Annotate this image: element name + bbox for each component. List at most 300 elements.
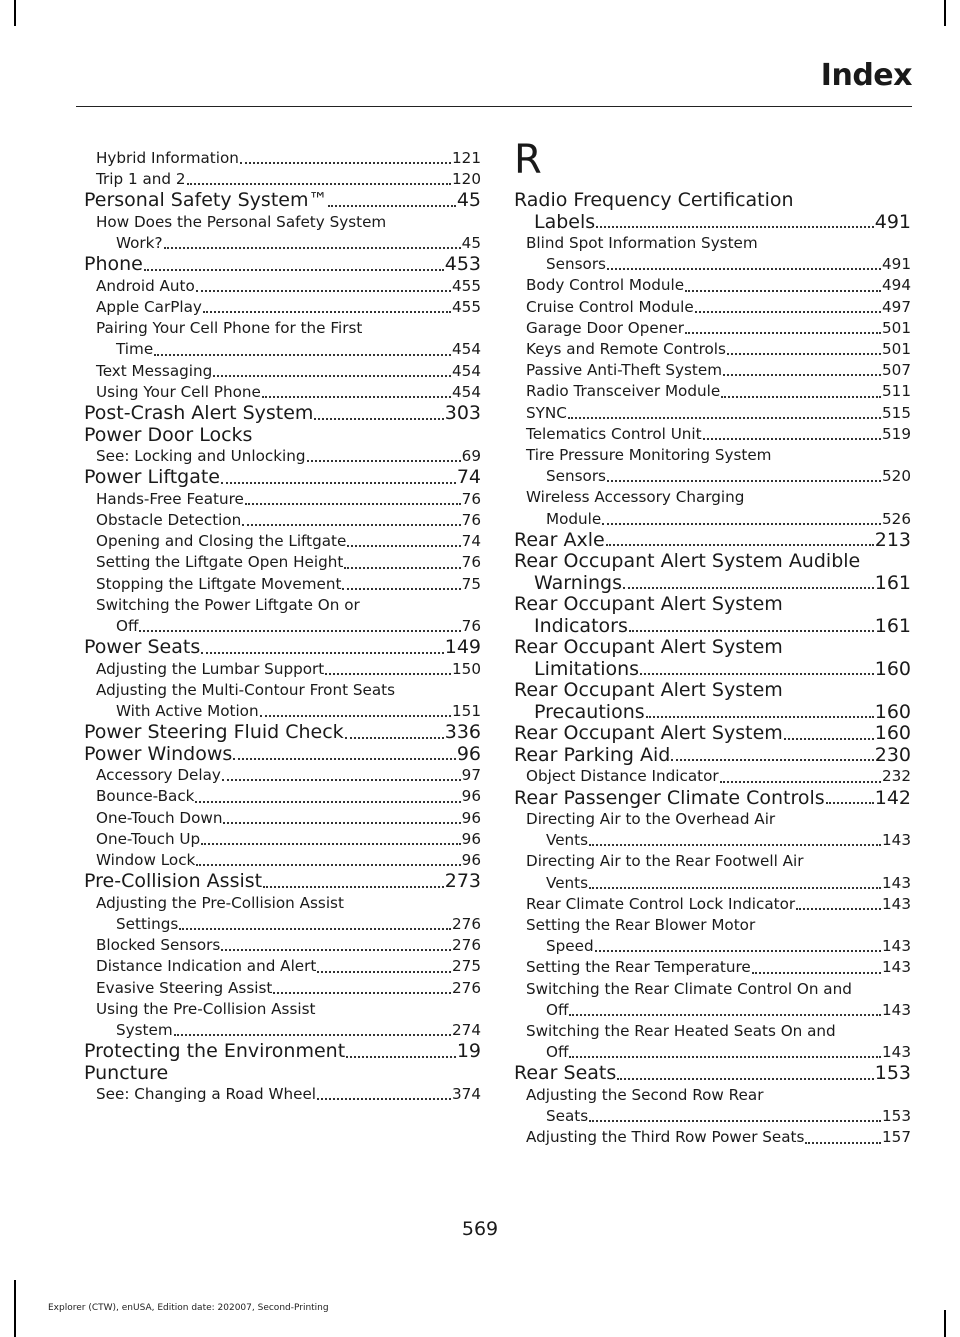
index-subentry[interactable]: [84, 446, 481, 467]
index-subentry[interactable]: [84, 659, 481, 680]
index-subentry[interactable]: [514, 424, 911, 445]
leader-dots: [242, 524, 460, 526]
index-subentry[interactable]: [84, 935, 481, 956]
index-entry: [84, 425, 481, 447]
index-subentry[interactable]: [514, 851, 911, 893]
leader-dots: [721, 396, 881, 398]
leader-dots: [606, 544, 874, 546]
index-entry[interactable]: [84, 744, 481, 766]
entry-text: Setting the Rear Temperature: [526, 958, 751, 977]
page-reference[interactable]: 150: [452, 659, 481, 678]
page-reference[interactable]: 143: [882, 873, 911, 892]
page-reference[interactable]: 120: [452, 170, 481, 189]
page-reference[interactable]: 494: [882, 276, 911, 295]
index-subentry[interactable]: [84, 850, 481, 871]
entry-text: Rear Parking Aid: [514, 743, 671, 766]
page-number: 569: [461, 1218, 499, 1240]
leader-dots: [703, 438, 881, 440]
index-subentry[interactable]: [84, 956, 481, 977]
crop-mark-top-right: [944, 0, 946, 26]
index-subentry[interactable]: [514, 339, 911, 360]
leader-dots: [646, 716, 874, 718]
page-reference[interactable]: 142: [874, 786, 911, 809]
index-subentry[interactable]: [514, 318, 911, 339]
entry-text: System: [116, 1021, 173, 1039]
page-reference[interactable]: 454: [452, 340, 481, 359]
index-subentry[interactable]: [514, 809, 911, 851]
entry-text: Object Distance Indicator: [526, 767, 719, 786]
page-reference[interactable]: 160: [874, 722, 911, 745]
entry-text: Sensors: [546, 255, 606, 274]
page-reference[interactable]: 74: [456, 466, 481, 489]
index-subentry[interactable]: [84, 808, 481, 829]
page-reference[interactable]: 515: [882, 403, 911, 422]
page-reference[interactable]: 519: [882, 424, 911, 443]
entry-line: [526, 509, 911, 530]
leader-dots: [314, 418, 443, 420]
page-reference[interactable]: 76: [461, 510, 481, 529]
index-subentry[interactable]: [84, 318, 481, 360]
index-subentry[interactable]: [514, 1085, 911, 1127]
page-reference[interactable]: 149: [444, 636, 481, 659]
entry-line: [514, 723, 911, 745]
page-reference[interactable]: 96: [461, 829, 481, 848]
entry-text: Power Windows: [84, 742, 233, 765]
entry-text: One-Touch Down: [96, 808, 223, 827]
entry-text: Limitations: [534, 657, 640, 680]
entry-text-line: Directing Air to the Rear Footwell Air: [526, 852, 804, 871]
index-subentry[interactable]: [84, 893, 481, 935]
page-reference[interactable]: 303: [444, 402, 481, 425]
entry-line: [96, 148, 481, 169]
index-subentry[interactable]: [84, 595, 481, 637]
page-reference[interactable]: 19: [456, 1040, 481, 1063]
index-subentry[interactable]: [84, 829, 481, 850]
entry-line: [96, 489, 481, 510]
entry-line: [514, 573, 911, 595]
entry-text: Cruise Control Module: [526, 297, 694, 316]
leader-dots: [342, 588, 460, 590]
entry-line: [526, 1000, 911, 1021]
entry-text: Window Lock: [96, 851, 196, 870]
leader-dots: [307, 460, 461, 462]
page-reference[interactable]: 153: [874, 1062, 911, 1085]
leader-dots: [240, 162, 451, 164]
entry-line: [514, 530, 911, 552]
entry-text-line: How Does the Personal Safety System: [96, 212, 387, 231]
index-column-right: [514, 136, 911, 1149]
entry-line: [96, 829, 481, 850]
entry-text: Hybrid Information: [96, 149, 239, 167]
index-subentry[interactable]: [84, 978, 481, 999]
index-subentry[interactable]: [514, 445, 911, 487]
index-entry[interactable]: [514, 680, 911, 723]
page-reference[interactable]: 76: [461, 553, 481, 572]
index-subentry[interactable]: [84, 680, 481, 722]
entry-text: Using Your Cell Phone: [96, 382, 261, 401]
entry-line: [526, 1106, 911, 1127]
crop-mark-top-left: [14, 0, 16, 26]
crop-mark-bottom-right: [944, 1310, 946, 1337]
entry-text: Module: [546, 509, 602, 528]
index-subentry[interactable]: [514, 275, 911, 296]
index-subentry[interactable]: [84, 765, 481, 786]
leader-dots: [595, 950, 881, 952]
entry-line: [526, 830, 911, 851]
page-reference[interactable]: 160: [874, 657, 911, 680]
page-reference[interactable]: 76: [461, 489, 481, 508]
index-subentry[interactable]: [84, 361, 481, 382]
index-subentry[interactable]: [84, 169, 481, 190]
page-reference[interactable]: 497: [882, 297, 911, 316]
leader-dots: [179, 928, 451, 930]
leader-dots: [723, 374, 881, 376]
entry-line: [96, 276, 481, 297]
page-reference[interactable]: 455: [452, 298, 481, 317]
index-subentry[interactable]: [84, 999, 481, 1041]
entry-text: Keys and Remote Controls: [526, 340, 726, 359]
index-subentry[interactable]: [84, 489, 481, 510]
entry-text: Power Liftgate: [84, 466, 220, 489]
entry-line: [96, 531, 481, 552]
page-reference[interactable]: 507: [882, 361, 911, 380]
entry-text: Rear Passenger Climate Controls: [514, 786, 825, 809]
entry-line: [526, 424, 911, 445]
index-entry[interactable]: [84, 637, 481, 659]
page-reference[interactable]: 96: [461, 851, 481, 870]
page-reference[interactable]: 274: [452, 1021, 481, 1039]
leader-dots: [221, 949, 451, 951]
entry-line: [84, 637, 481, 659]
index-subentry[interactable]: [514, 1127, 911, 1148]
entry-text: Vents: [546, 873, 589, 892]
leader-dots: [720, 781, 881, 783]
entry-text-line: Pairing Your Cell Phone for the First: [96, 319, 363, 338]
index-subentry[interactable]: [514, 381, 911, 402]
entry-line: [84, 190, 481, 212]
page-reference[interactable]: 454: [452, 361, 481, 380]
entry-text: Labels: [534, 210, 596, 233]
index-subentry[interactable]: [514, 233, 911, 275]
entry-line: [96, 446, 481, 467]
entry-line: [96, 1084, 481, 1105]
index-subentry[interactable]: [514, 766, 911, 787]
entry-text: Evasive Steering Assist: [96, 978, 273, 997]
page-reference[interactable]: 213: [874, 528, 911, 551]
index-entry[interactable]: [84, 403, 481, 425]
index-subentry[interactable]: [84, 212, 481, 254]
index-entry[interactable]: [514, 594, 911, 637]
index-subentry[interactable]: [514, 360, 911, 381]
entry-line: [526, 339, 911, 360]
page-reference[interactable]: 143: [882, 1043, 911, 1062]
entry-text: Off: [116, 616, 139, 635]
index-entry[interactable]: [84, 1041, 481, 1063]
index-entry[interactable]: [514, 530, 911, 552]
entry-line: [84, 744, 481, 766]
entry-line: [526, 381, 911, 402]
page-reference[interactable]: 276: [452, 936, 481, 955]
page-reference[interactable]: 273: [444, 870, 481, 893]
entry-text: Speed: [546, 937, 594, 956]
leader-dots: [805, 1142, 881, 1144]
entry-text-line: Radio Frequency Certification: [514, 189, 794, 211]
entry-line: [96, 914, 481, 935]
leader-dots: [685, 332, 881, 334]
page-reference[interactable]: 161: [874, 614, 911, 637]
index-subentry[interactable]: [84, 531, 481, 552]
page-reference[interactable]: 96: [461, 808, 481, 827]
page-reference[interactable]: 143: [882, 894, 911, 913]
index-subentry[interactable]: [84, 148, 481, 169]
leader-dots: [796, 908, 881, 910]
index-entry[interactable]: [84, 871, 481, 893]
page-reference[interactable]: 336: [444, 721, 481, 744]
index-entry[interactable]: [84, 722, 481, 744]
index-entry[interactable]: [514, 551, 911, 594]
entry-text: Body Control Module: [526, 276, 685, 295]
page-reference[interactable]: 121: [452, 149, 481, 167]
entry-text: One-Touch Up: [96, 829, 201, 848]
index-entry[interactable]: [514, 1063, 911, 1085]
page-reference[interactable]: 276: [452, 978, 481, 997]
page-reference[interactable]: 491: [882, 255, 911, 274]
leader-dots: [685, 290, 881, 292]
page-reference[interactable]: 160: [874, 700, 911, 723]
crop-mark-bottom-left: [14, 1280, 16, 1337]
index-subentry[interactable]: [84, 1084, 481, 1105]
entry-text: See: Locking and Unlocking: [96, 447, 306, 466]
entry-text: See: Changing a Road Wheel: [96, 1085, 317, 1104]
entry-text: Power Seats: [84, 636, 201, 659]
leader-dots: [139, 630, 460, 632]
entry-text-line: Adjusting the Second Row Rear: [526, 1085, 764, 1104]
page-reference[interactable]: 501: [882, 318, 911, 337]
page-reference[interactable]: 520: [882, 467, 911, 486]
page-reference[interactable]: 276: [452, 914, 481, 933]
page-reference[interactable]: 143: [882, 958, 911, 977]
index-subentry[interactable]: [84, 276, 481, 297]
page-reference[interactable]: 232: [882, 767, 911, 786]
leader-dots: [607, 480, 881, 482]
entry-text: Time: [116, 340, 154, 359]
entry-line: [96, 808, 481, 829]
leader-dots: [233, 758, 456, 760]
page-reference[interactable]: 230: [874, 743, 911, 766]
page-reference[interactable]: 526: [882, 509, 911, 528]
page-reference[interactable]: 75: [461, 574, 481, 593]
page-reference[interactable]: 453: [444, 253, 481, 276]
entry-line: [526, 360, 911, 381]
index-entry[interactable]: [84, 467, 481, 489]
page-reference[interactable]: 511: [882, 382, 911, 401]
entry-text: Opening and Closing the Liftgate: [96, 532, 347, 551]
entry-line: [96, 616, 481, 637]
title-divider: [76, 106, 912, 107]
entry-line: [96, 701, 481, 722]
index-subentry[interactable]: [84, 382, 481, 403]
entry-text: Bounce-Back: [96, 787, 195, 806]
page-reference[interactable]: 454: [452, 382, 481, 401]
index-subentry[interactable]: [514, 1021, 911, 1063]
leader-dots: [629, 630, 874, 632]
index-subentry[interactable]: [514, 979, 911, 1021]
entry-text: Off: [546, 1000, 569, 1019]
entry-text-line: Tire Pressure Monitoring System: [526, 446, 772, 465]
entry-line: [96, 233, 481, 254]
page-reference[interactable]: 96: [456, 742, 481, 765]
leader-dots: [695, 311, 881, 313]
page-reference[interactable]: 45: [461, 234, 481, 253]
page-reference[interactable]: 45: [456, 189, 481, 212]
entry-line: [526, 873, 911, 894]
leader-dots: [144, 269, 444, 271]
entry-line: [96, 552, 481, 573]
entry-text: Phone: [84, 253, 143, 276]
leader-dots: [196, 864, 460, 866]
index-subentry[interactable]: [514, 957, 911, 978]
index-entry[interactable]: [514, 637, 911, 680]
index-entry[interactable]: [514, 190, 911, 233]
entry-text: Adjusting the Third Row Power Seats: [526, 1128, 805, 1147]
index-subentry[interactable]: [84, 786, 481, 807]
leader-dots: [826, 802, 874, 804]
leader-dots: [623, 587, 874, 589]
entry-line: [514, 212, 911, 234]
page-reference[interactable]: 69: [461, 447, 481, 466]
page-reference[interactable]: 143: [882, 831, 911, 850]
entry-line: [526, 894, 911, 915]
index-subentry[interactable]: [84, 574, 481, 595]
page-reference[interactable]: 157: [882, 1128, 911, 1147]
entry-line: [96, 361, 481, 382]
leader-dots: [569, 1014, 881, 1016]
entry-line: [526, 936, 911, 957]
index-subentry[interactable]: [84, 552, 481, 573]
page-reference[interactable]: 143: [882, 1000, 911, 1019]
entry-line: [526, 403, 911, 424]
entry-text-line: Rear Occupant Alert System: [514, 593, 783, 616]
index-subentry[interactable]: [514, 403, 911, 424]
entry-line: [96, 1020, 481, 1041]
leader-dots: [617, 1078, 873, 1080]
page-reference[interactable]: 76: [461, 616, 481, 635]
entry-text: Power Steering Fluid Check: [84, 721, 344, 744]
leader-dots: [263, 886, 444, 888]
entry-text: With Active Motion: [116, 702, 259, 721]
leader-dots: [203, 311, 451, 313]
entry-line: [96, 956, 481, 977]
entry-line: [514, 1063, 911, 1085]
entry-line: [526, 1042, 911, 1063]
leader-dots: [752, 972, 881, 974]
leader-dots: [195, 801, 460, 803]
page-reference[interactable]: 275: [452, 957, 481, 976]
index-subentry[interactable]: [514, 915, 911, 957]
entry-text: Radio Transceiver Module: [526, 382, 721, 401]
entry-line: [96, 169, 481, 190]
leader-dots: [671, 759, 873, 761]
leader-dots: [260, 715, 451, 717]
page-reference[interactable]: 96: [461, 787, 481, 806]
entry-text: Rear Occupant Alert System: [514, 722, 783, 745]
entry-text: Hands-Free Feature: [96, 489, 244, 508]
page-reference[interactable]: 491: [874, 210, 911, 233]
entry-line: [96, 765, 481, 786]
entry-line: [514, 745, 911, 767]
entry-text: Sensors: [546, 467, 606, 486]
entry-line: [526, 254, 911, 275]
section-letter: R: [514, 137, 542, 183]
entry-text: Pre-Collision Assist: [84, 870, 263, 893]
index-subentry[interactable]: [514, 297, 911, 318]
index-subentry[interactable]: [514, 487, 911, 529]
page-reference[interactable]: 153: [882, 1107, 911, 1126]
entry-text-line: Rear Occupant Alert System: [514, 636, 783, 659]
entry-line: [96, 978, 481, 999]
leader-dots: [346, 1056, 456, 1058]
entry-text: Stopping the Liftgate Movement: [96, 574, 342, 593]
entry-line: [96, 786, 481, 807]
leader-dots: [222, 779, 461, 781]
page-reference[interactable]: 374: [452, 1085, 481, 1104]
page-reference[interactable]: 143: [882, 937, 911, 956]
index-subentry[interactable]: [84, 510, 481, 531]
entry-line: [526, 957, 911, 978]
leader-dots: [273, 992, 451, 994]
index-entry[interactable]: [514, 745, 911, 767]
entry-text: Rear Axle: [514, 528, 605, 551]
entry-text-line: Adjusting the Multi-Contour Front Seats: [96, 680, 396, 699]
index-entry[interactable]: [514, 723, 911, 745]
leader-dots: [344, 567, 460, 569]
entry-line: [96, 510, 481, 531]
index-entry[interactable]: [84, 190, 481, 212]
entry-text: SYNC: [526, 403, 567, 422]
entry-text-line: Switching the Power Liftgate On or: [96, 595, 360, 614]
leader-dots: [784, 738, 874, 740]
index-subentry[interactable]: [84, 297, 481, 318]
entry-line: [96, 935, 481, 956]
page-reference[interactable]: 161: [874, 571, 911, 594]
index-subentry[interactable]: [514, 894, 911, 915]
entry-text: Seats: [546, 1107, 589, 1126]
entry-text: Android Auto: [96, 276, 195, 295]
entry-text-line: Wireless Accessory Charging: [526, 488, 745, 507]
entry-text: Adjusting the Lumbar Support: [96, 659, 325, 678]
entry-text: Rear Seats: [514, 1062, 617, 1085]
footer-edition-info: Explorer (CTW), enUSA, Edition date: 202007, Second-Printing: [48, 1303, 329, 1313]
page-reference[interactable]: 151: [452, 702, 481, 721]
leader-dots: [325, 673, 451, 675]
entry-line: [514, 659, 911, 681]
entry-line: [84, 871, 481, 893]
entry-text: Blocked Sensors: [96, 936, 221, 955]
page-reference[interactable]: 501: [882, 340, 911, 359]
leader-dots: [328, 205, 455, 207]
leader-dots: [174, 1034, 451, 1036]
leader-dots: [213, 375, 451, 377]
entry-text: Obstacle Detection: [96, 510, 242, 529]
index-entry: [84, 1063, 481, 1085]
entry-text: Settings: [116, 914, 179, 933]
index-entry[interactable]: [514, 788, 911, 810]
index-entry[interactable]: [84, 254, 481, 276]
page-reference[interactable]: 74: [461, 532, 481, 551]
leader-dots: [345, 737, 444, 739]
page-reference[interactable]: 97: [461, 766, 481, 785]
page-reference[interactable]: 455: [452, 276, 481, 295]
